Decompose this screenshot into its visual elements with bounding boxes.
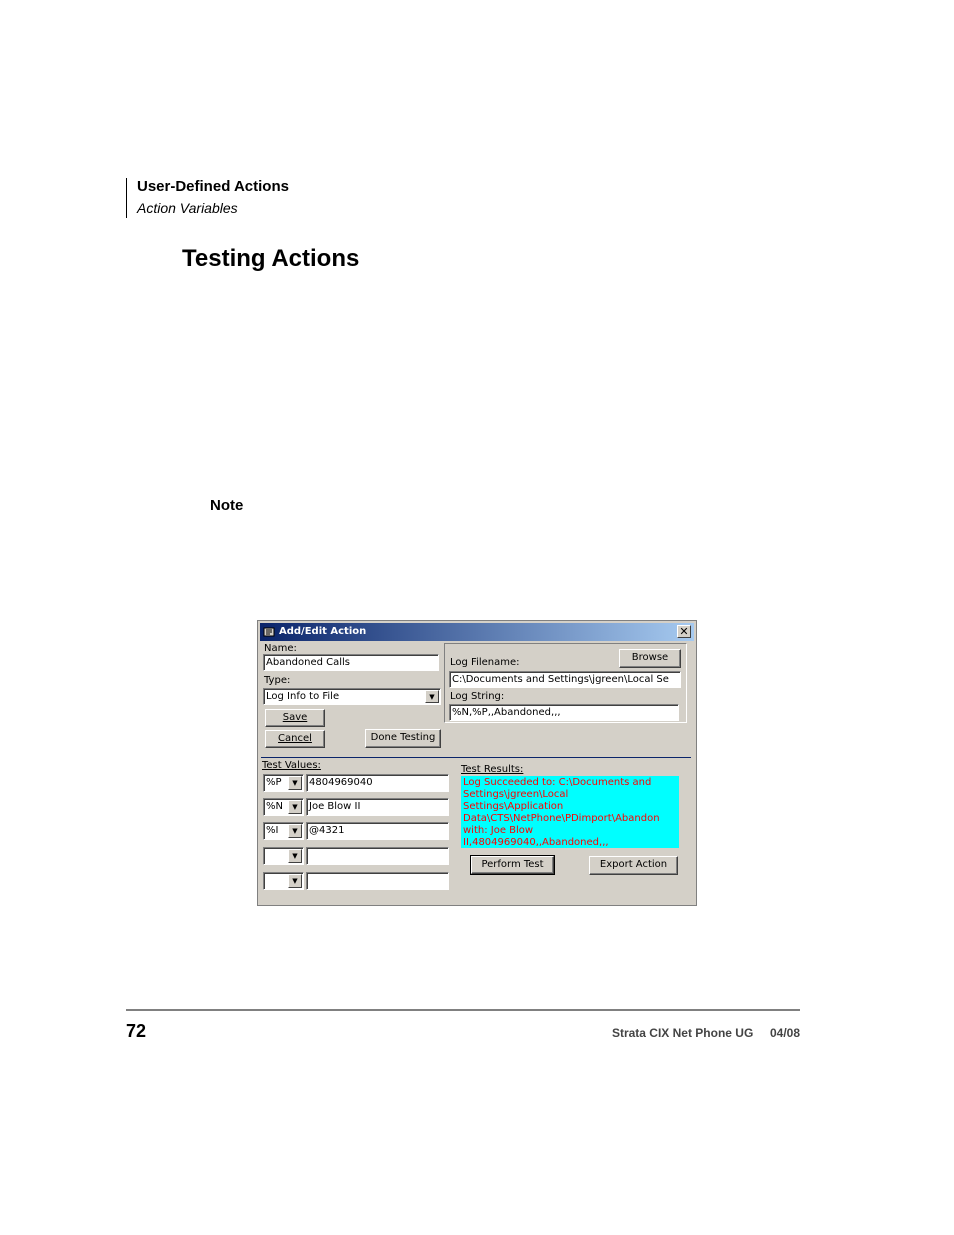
test-var-value: %P <box>266 777 282 788</box>
type-select[interactable] <box>263 688 441 705</box>
log-filename-label: Log Filename: <box>450 657 520 668</box>
phone-icon <box>263 626 275 638</box>
page-number: 72 <box>126 1021 147 1041</box>
dialog-titlebar <box>260 623 694 641</box>
test-results-line: Settings\Application <box>463 801 564 812</box>
test-values-label: Test Values: <box>262 760 321 771</box>
test-value-input[interactable]: Joe Blow II <box>306 798 449 816</box>
test-results-label: Test Results: <box>461 764 524 775</box>
log-string-input[interactable]: %N,%P,,Abandoned,,, <box>449 704 679 721</box>
name-label: Name: <box>264 643 297 654</box>
type-select-value: Log Info to File <box>266 691 340 702</box>
name-input[interactable]: Abandoned Calls <box>263 654 439 671</box>
header-rule <box>126 178 127 218</box>
perform-test-button[interactable]: Perform Test <box>471 856 554 874</box>
test-var-select[interactable] <box>263 798 304 816</box>
test-value-input[interactable]: @4321 <box>306 822 449 840</box>
test-results-box <box>461 776 679 848</box>
divider <box>261 757 691 758</box>
test-value-input[interactable]: 4804969040 <box>306 774 449 792</box>
test-value-input[interactable] <box>306 872 449 890</box>
chevron-down-icon[interactable]: ▼ <box>288 824 302 838</box>
test-results-line: Settings\jgreen\Local <box>463 789 569 800</box>
test-var-select[interactable] <box>263 847 304 865</box>
log-string-label: Log String: <box>450 691 505 702</box>
dialog-title: Add/Edit Action <box>279 626 367 637</box>
test-var-select[interactable] <box>263 822 304 840</box>
save-button-label: Save <box>282 712 308 723</box>
done-testing-button[interactable]: Done Testing <box>365 729 441 748</box>
close-button[interactable]: ✕ <box>677 625 691 638</box>
chevron-down-icon[interactable]: ▼ <box>288 776 302 790</box>
test-var-select[interactable] <box>263 774 304 792</box>
footer-rule <box>126 1009 800 1011</box>
footer-doc-id: Strata CIX Net Phone UG 04/08 <box>611 1026 800 1040</box>
chevron-down-icon[interactable]: ▼ <box>288 849 302 863</box>
cancel-button-label: Cancel <box>278 733 312 744</box>
chevron-down-icon[interactable]: ▼ <box>288 800 302 814</box>
browse-button[interactable]: Browse <box>619 649 681 668</box>
type-label: Type: <box>264 675 291 686</box>
test-value-input[interactable] <box>306 847 449 865</box>
test-results-line: Data\CTS\NetPhone\PDimport\Abandon <box>463 813 660 824</box>
add-edit-action-dialog <box>257 620 697 906</box>
test-results-line: with: Joe Blow <box>463 825 534 836</box>
cancel-button[interactable] <box>265 730 325 748</box>
chevron-down-icon[interactable]: ▼ <box>288 874 302 888</box>
test-results-line: Log Succeeded to: C:\Documents and <box>463 777 652 788</box>
log-filename-input[interactable]: C:\Documents and Settings\jgreen\Local Se <box>449 671 681 688</box>
test-results-line: II,4804969040,,Abandoned,,, <box>463 837 609 848</box>
chapter-subtitle: Action Variables <box>137 200 238 216</box>
save-button[interactable] <box>265 709 325 727</box>
note-label: Note <box>210 497 244 514</box>
log-settings-group <box>444 643 687 723</box>
chevron-down-icon[interactable]: ▼ <box>425 690 439 703</box>
export-action-button[interactable]: Export Action <box>589 856 678 875</box>
test-var-select[interactable] <box>263 872 304 890</box>
section-title: Testing Actions <box>182 245 360 272</box>
chapter-title: User-Defined Actions <box>137 178 289 195</box>
test-var-value: %I <box>266 825 279 836</box>
test-var-value: %N <box>266 801 283 812</box>
